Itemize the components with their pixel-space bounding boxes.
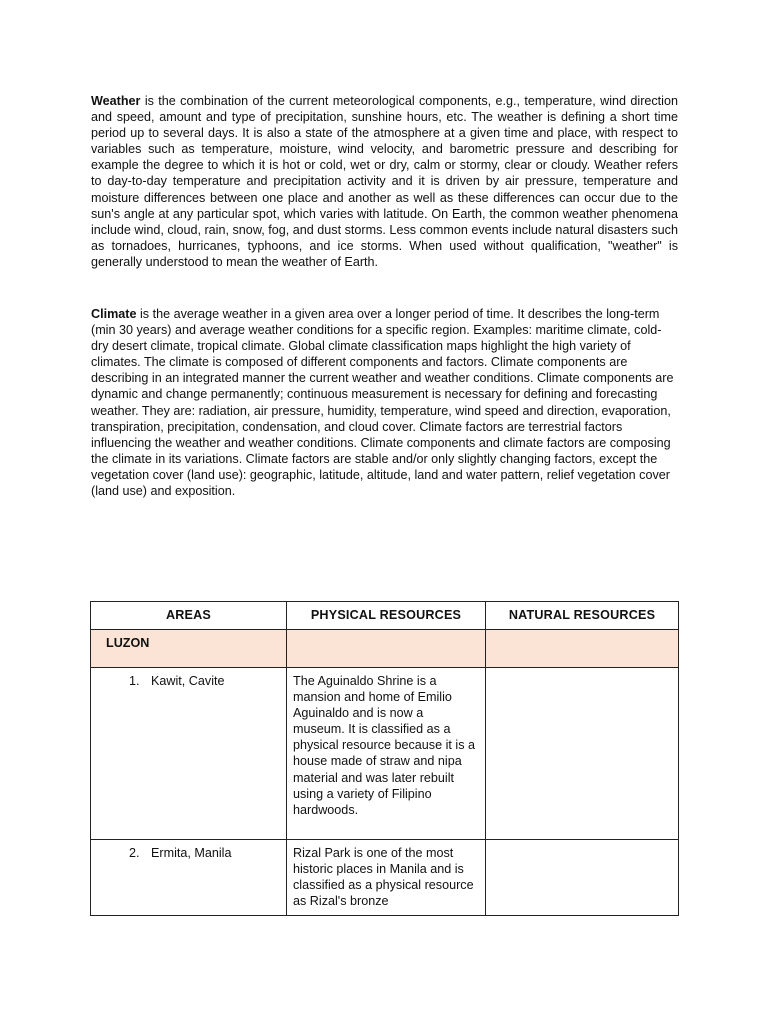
area-cell <box>91 840 287 916</box>
table-row <box>91 668 679 840</box>
natural-resource-cell <box>486 840 679 916</box>
climate-term: Climate <box>91 307 137 321</box>
climate-paragraph <box>91 306 678 499</box>
resources-table <box>90 601 679 916</box>
region-label: LUZON <box>106 636 150 650</box>
area-name: Kawit, Cavite <box>151 674 225 688</box>
row-number: 2. <box>129 846 140 860</box>
region-physical-cell <box>287 630 486 668</box>
weather-text: is the combination of the current meteorological components, e.g., temperature, wind direction and speed, amount and type of precipitation, sunshine hours, etc. The weather is defining a short time period up to several days. It is also a state of the atmosphere at a given time and place, with respect to variables such as temperature, moisture, wind velocity, and barometric pressure and describing for example the degree to which it is hot or cold, wet or dry, calm or stormy, clear or cloudy. Weather refers to day-to-day temperature and precipitation activity and it is driven by air pressure, temperature and moisture differences between one place and another as well as these differences can occur due to the sun's angle at any particular spot, which varies with latitude. On Earth, the common weather phenomena include wind, cloud, rain, snow, fog, and dust storms. Less common events include natural disasters such as tornadoes, hurricanes, typhoons, and ice storms. When used without qualification, "weather" is generally understood to mean the weather of Earth. <box>91 94 678 269</box>
header-physical-resources: PHYSICAL RESOURCES <box>287 602 486 630</box>
weather-term: Weather <box>91 94 141 108</box>
area-name: Ermita, Manila <box>151 846 232 860</box>
climate-text: is the average weather in a given area over a longer period of time. It describes the long-term (min 30 years) and average weather conditions for a specific region. Examples: maritime climate, cold-dry desert climate, tropical climate. Global climate classification maps highlight the high variety of climates. The climate is composed of different components and factors. Climate components are describing in an integrated manner the current weather and weather conditions. Climate components are dynamic and change permanently; continuous measurement is necessary for defining and forecasting weather. They are: radiation, air pressure, humidity, temperature, wind speed and direction, evaporation, transpiration, precipitation, condensation, and cloud cover. Climate factors are terrestrial factors influencing the weather and weather conditions. Climate components and climate factors are composing the climate in its variations. Climate factors are stable and/or only slightly changing factors, except the vegetation cover (land use): geographic, latitude, altitude, land and water pattern, relief vegetation cover (land use) and exposition. <box>91 307 674 499</box>
physical-resource-cell: The Aguinaldo Shrine is a mansion and home of Emilio Aguinaldo and is now a museum. It is classified as a physical resource because it is a house made of straw and nipa material and was later rebuilt using a variety of Filipino hardwoods. <box>287 668 486 840</box>
header-natural-resources: NATURAL RESOURCES <box>486 602 679 630</box>
header-areas: AREAS <box>91 602 287 630</box>
row-number: 1. <box>129 674 140 688</box>
region-natural-cell <box>486 630 679 668</box>
weather-paragraph <box>91 93 678 270</box>
table-row <box>91 840 679 916</box>
physical-resource-cell: Rizal Park is one of the most historic places in Manila and is classified as a physical resource as Rizal's bronze <box>287 840 486 916</box>
table-header-row <box>91 602 679 630</box>
natural-resource-cell <box>486 668 679 840</box>
region-row <box>91 630 679 668</box>
area-cell <box>91 668 287 840</box>
